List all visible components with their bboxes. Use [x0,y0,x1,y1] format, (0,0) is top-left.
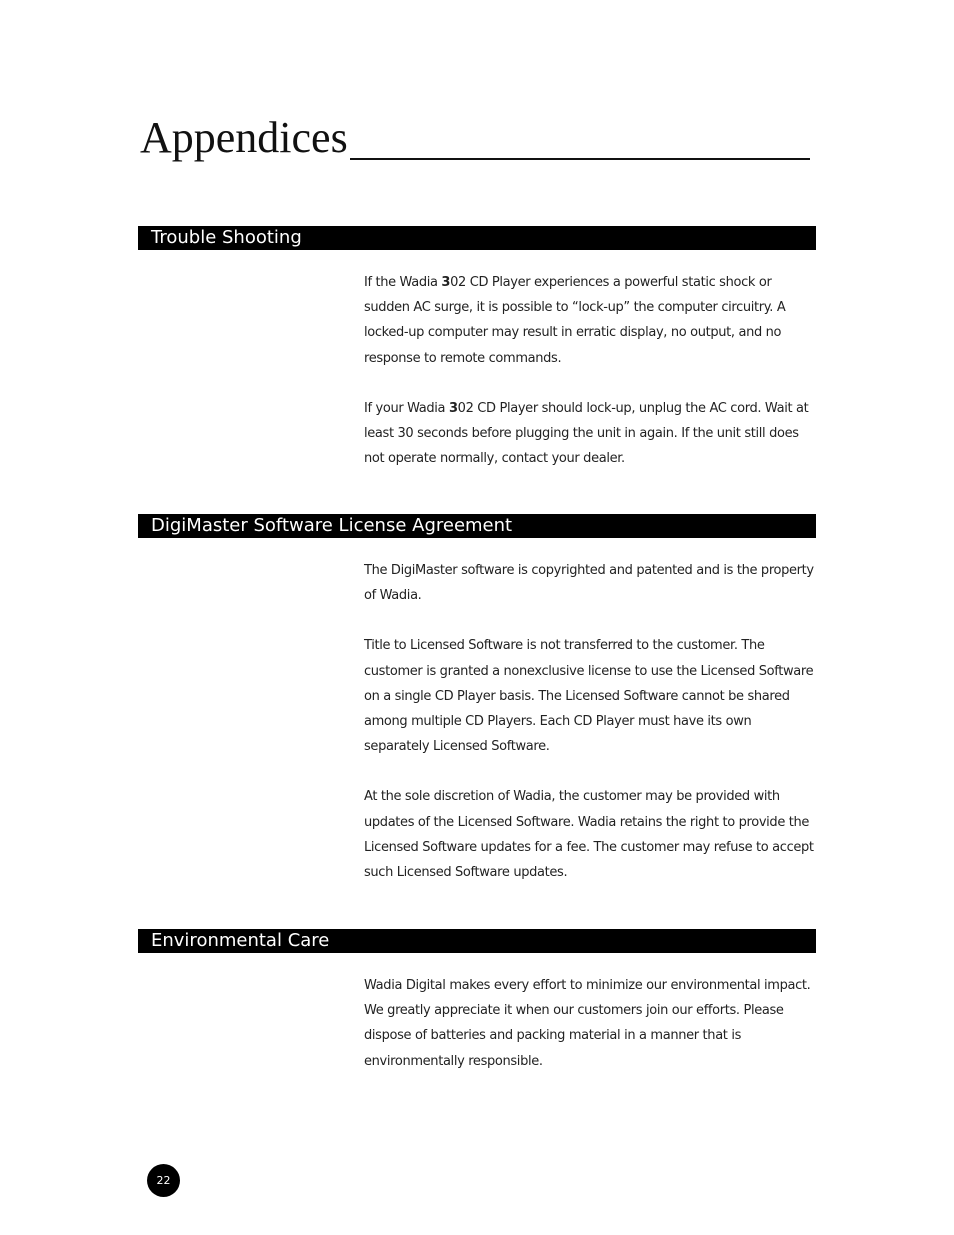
title-underline [350,158,810,160]
section-body-trouble-shooting [364,270,816,496]
section-header-license-agreement [138,514,816,538]
section-header-trouble-shooting [138,226,816,250]
paragraph: If your Wadia 302 CD Player should lock-up, unplug the AC cord. Wait at least 30 seconds before plugging the unit in again. If the unit still does not operate normally, contact your dealer. [364,400,809,467]
section-body-environmental-care [364,973,816,1099]
section-body-license-agreement [364,558,816,910]
section-heading: DigiMaster Software License Agreement [151,515,513,536]
model-digit: 3 [441,275,451,290]
paragraph: Wadia Digital makes every effort to minimize our environmental impact. We greatly appreciate it when our customers join our efforts. Please dispose of batteries and packing material in a manner that is environmentally responsible. [364,978,811,1069]
page-title: Appendices [140,113,348,162]
paragraph: The DigiMaster software is copyrighted and patented and is the property of Wadia. [364,563,814,604]
model-digit: 3 [448,400,458,416]
section-heading: Environmental Care [151,930,330,951]
section-heading: Trouble Shooting [151,227,302,248]
page-number-badge: 22 [147,1164,180,1197]
section-header-environmental-care [138,929,816,953]
paragraph: If the Wadia 302 CD Player experiences a powerful static shock or sudden AC surge, it is possible to “lock-up” the computer circuitry. A locked-up computer may result in erratic display, no output, and no response to remote commands. [364,275,786,366]
paragraph: Title to Licensed Software is not transferred to the customer. The customer is granted a nonexclusive license to use the Licensed Software on a single CD Player basis. The Licensed Software cannot be shared among multiple CD Players. Each CD Player must have its own separately Licensed Software. [364,638,814,755]
paragraph: At the sole discretion of Wadia, the customer may be provided with updates of the Licensed Software. Wadia retains the right to provide the Licensed Software updates for a fee. The customer may refuse to accept such Licensed Software updates. [364,789,814,881]
